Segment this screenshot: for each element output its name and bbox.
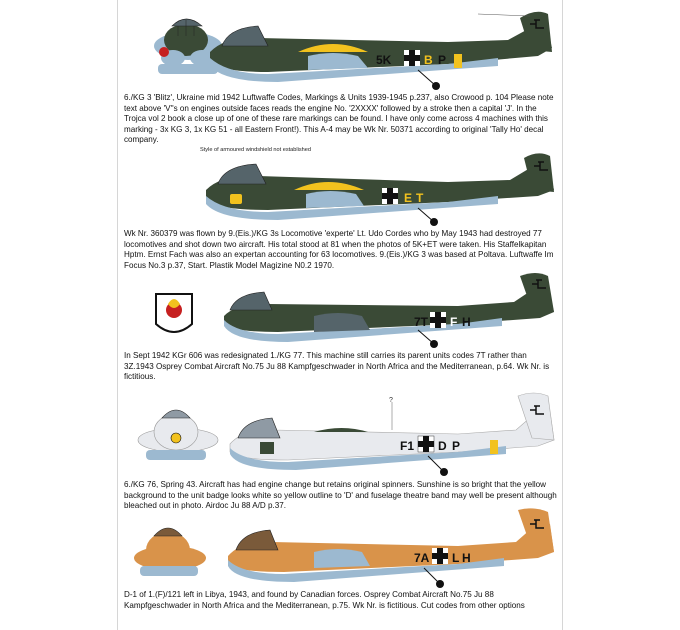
code-left-1: 5K	[376, 53, 392, 67]
code-individual-2: E	[404, 191, 413, 205]
balkenkreuz-5	[432, 548, 448, 564]
code-staffel-3: H	[462, 315, 471, 329]
aircraft-profile-4	[118, 390, 562, 480]
code-individual-5: L	[452, 551, 460, 565]
windshield-note: Style of armoured windshield not established	[200, 147, 312, 153]
code-staffel-1: P	[438, 53, 447, 67]
code-individual-1: B	[424, 53, 433, 67]
decal-instruction-sheet	[117, 0, 563, 630]
unit-badge-rooster	[156, 294, 192, 332]
caption-1: 6./KG 3 'Blitz', Ukraine mid 1942 Luftwaffe Codes, Markings & Units 1939-1945 p.237, also Crowood p. 104 Please note text above 'V''s on engines outside faces reads the engine No. '2XXXX' followed by a stroke then a capital 'J'. In the Trojca vol 2 book a close up of one of these rare markings can be found. I have only come across 4 machines with this marking - 3x KG 3, 1x KG 51 - all Eastern Front!). This A-4 may be Wk Nr. 50371 according to original 'Tally Ho' decal company.	[124, 93, 554, 145]
front-view-4	[138, 410, 218, 460]
aircraft-profile-2	[118, 150, 562, 228]
code-staffel-2: T	[416, 191, 424, 205]
code-staffel-5: H	[462, 551, 471, 565]
code-left-5: 7A	[414, 551, 430, 565]
aircraft-profile-5	[118, 508, 562, 592]
balkenkreuz-3	[430, 312, 446, 328]
balkenkreuz-2	[382, 188, 398, 204]
caption-2: Wk Nr. 360379 was flown by 9.(Eis.)/KG 3s Locomotive 'experte' Lt. Udo Cordes who by May 1943 had destroyed 77 locomotives and shot down two aircraft. His total stood at 81 when the photos of 5K+ET were taken. His Staffelkapitan Hptm. Ernst Fach was also an expertan accounting for 63 locomotives. 9.(Eis.)/KG 3 was based at Poltava. Luftwaffe Im Focus No.3 p.37, Start. Plastik Model Magizine N0.2 1970.	[124, 229, 554, 270]
front-view-5	[134, 528, 206, 576]
code-left-4: F1	[400, 439, 415, 453]
side-view-4	[230, 393, 554, 476]
balkenkreuz-1	[404, 50, 420, 66]
side-view-2	[206, 153, 554, 226]
caption-3: In Sept 1942 KGr 606 was redesignated 1./KG 77. This machine still carries its parent units codes 7T rather than 3Z.1943 Osprey Combat Aircraft No.75 Ju 88 Kampfgeschwader in North Africa and the Mediterranean, p.64. Wk Nr. is fictitious.	[124, 351, 550, 382]
side-view-3	[224, 273, 554, 348]
query-mark: ?	[389, 397, 393, 404]
aircraft-profile-3	[118, 270, 562, 350]
balkenkreuz-4	[418, 436, 434, 452]
side-view-5	[228, 508, 554, 588]
side-view-1	[210, 12, 552, 90]
caption-5: D-1 of 1.(F)/121 left in Libya, 1943, and found by Canadian forces. Osprey Combat Aircraft No.75 Ju 88 Kampfgeschwader in North Africa and the Mediterranean, p.75. Wk Nr. is fictitious. Cut codes from other options	[124, 590, 525, 610]
aircraft-profile-1	[118, 6, 562, 92]
code-left-3: 7T	[414, 315, 429, 329]
code-staffel-4: P	[452, 439, 461, 453]
code-individual-4: D	[438, 439, 447, 453]
code-individual-3: F	[450, 315, 458, 329]
caption-4: 6./KG 76, Spring 43. Aircraft has had engine change but retains original spinners. Sunshine is so bright that the yellow background to the unit badge looks white so yellow outline to 'D' and fuselage theatre band may well be present although bleached out in photo. Airdoc Ju 88 A/D p.37.	[124, 480, 557, 511]
